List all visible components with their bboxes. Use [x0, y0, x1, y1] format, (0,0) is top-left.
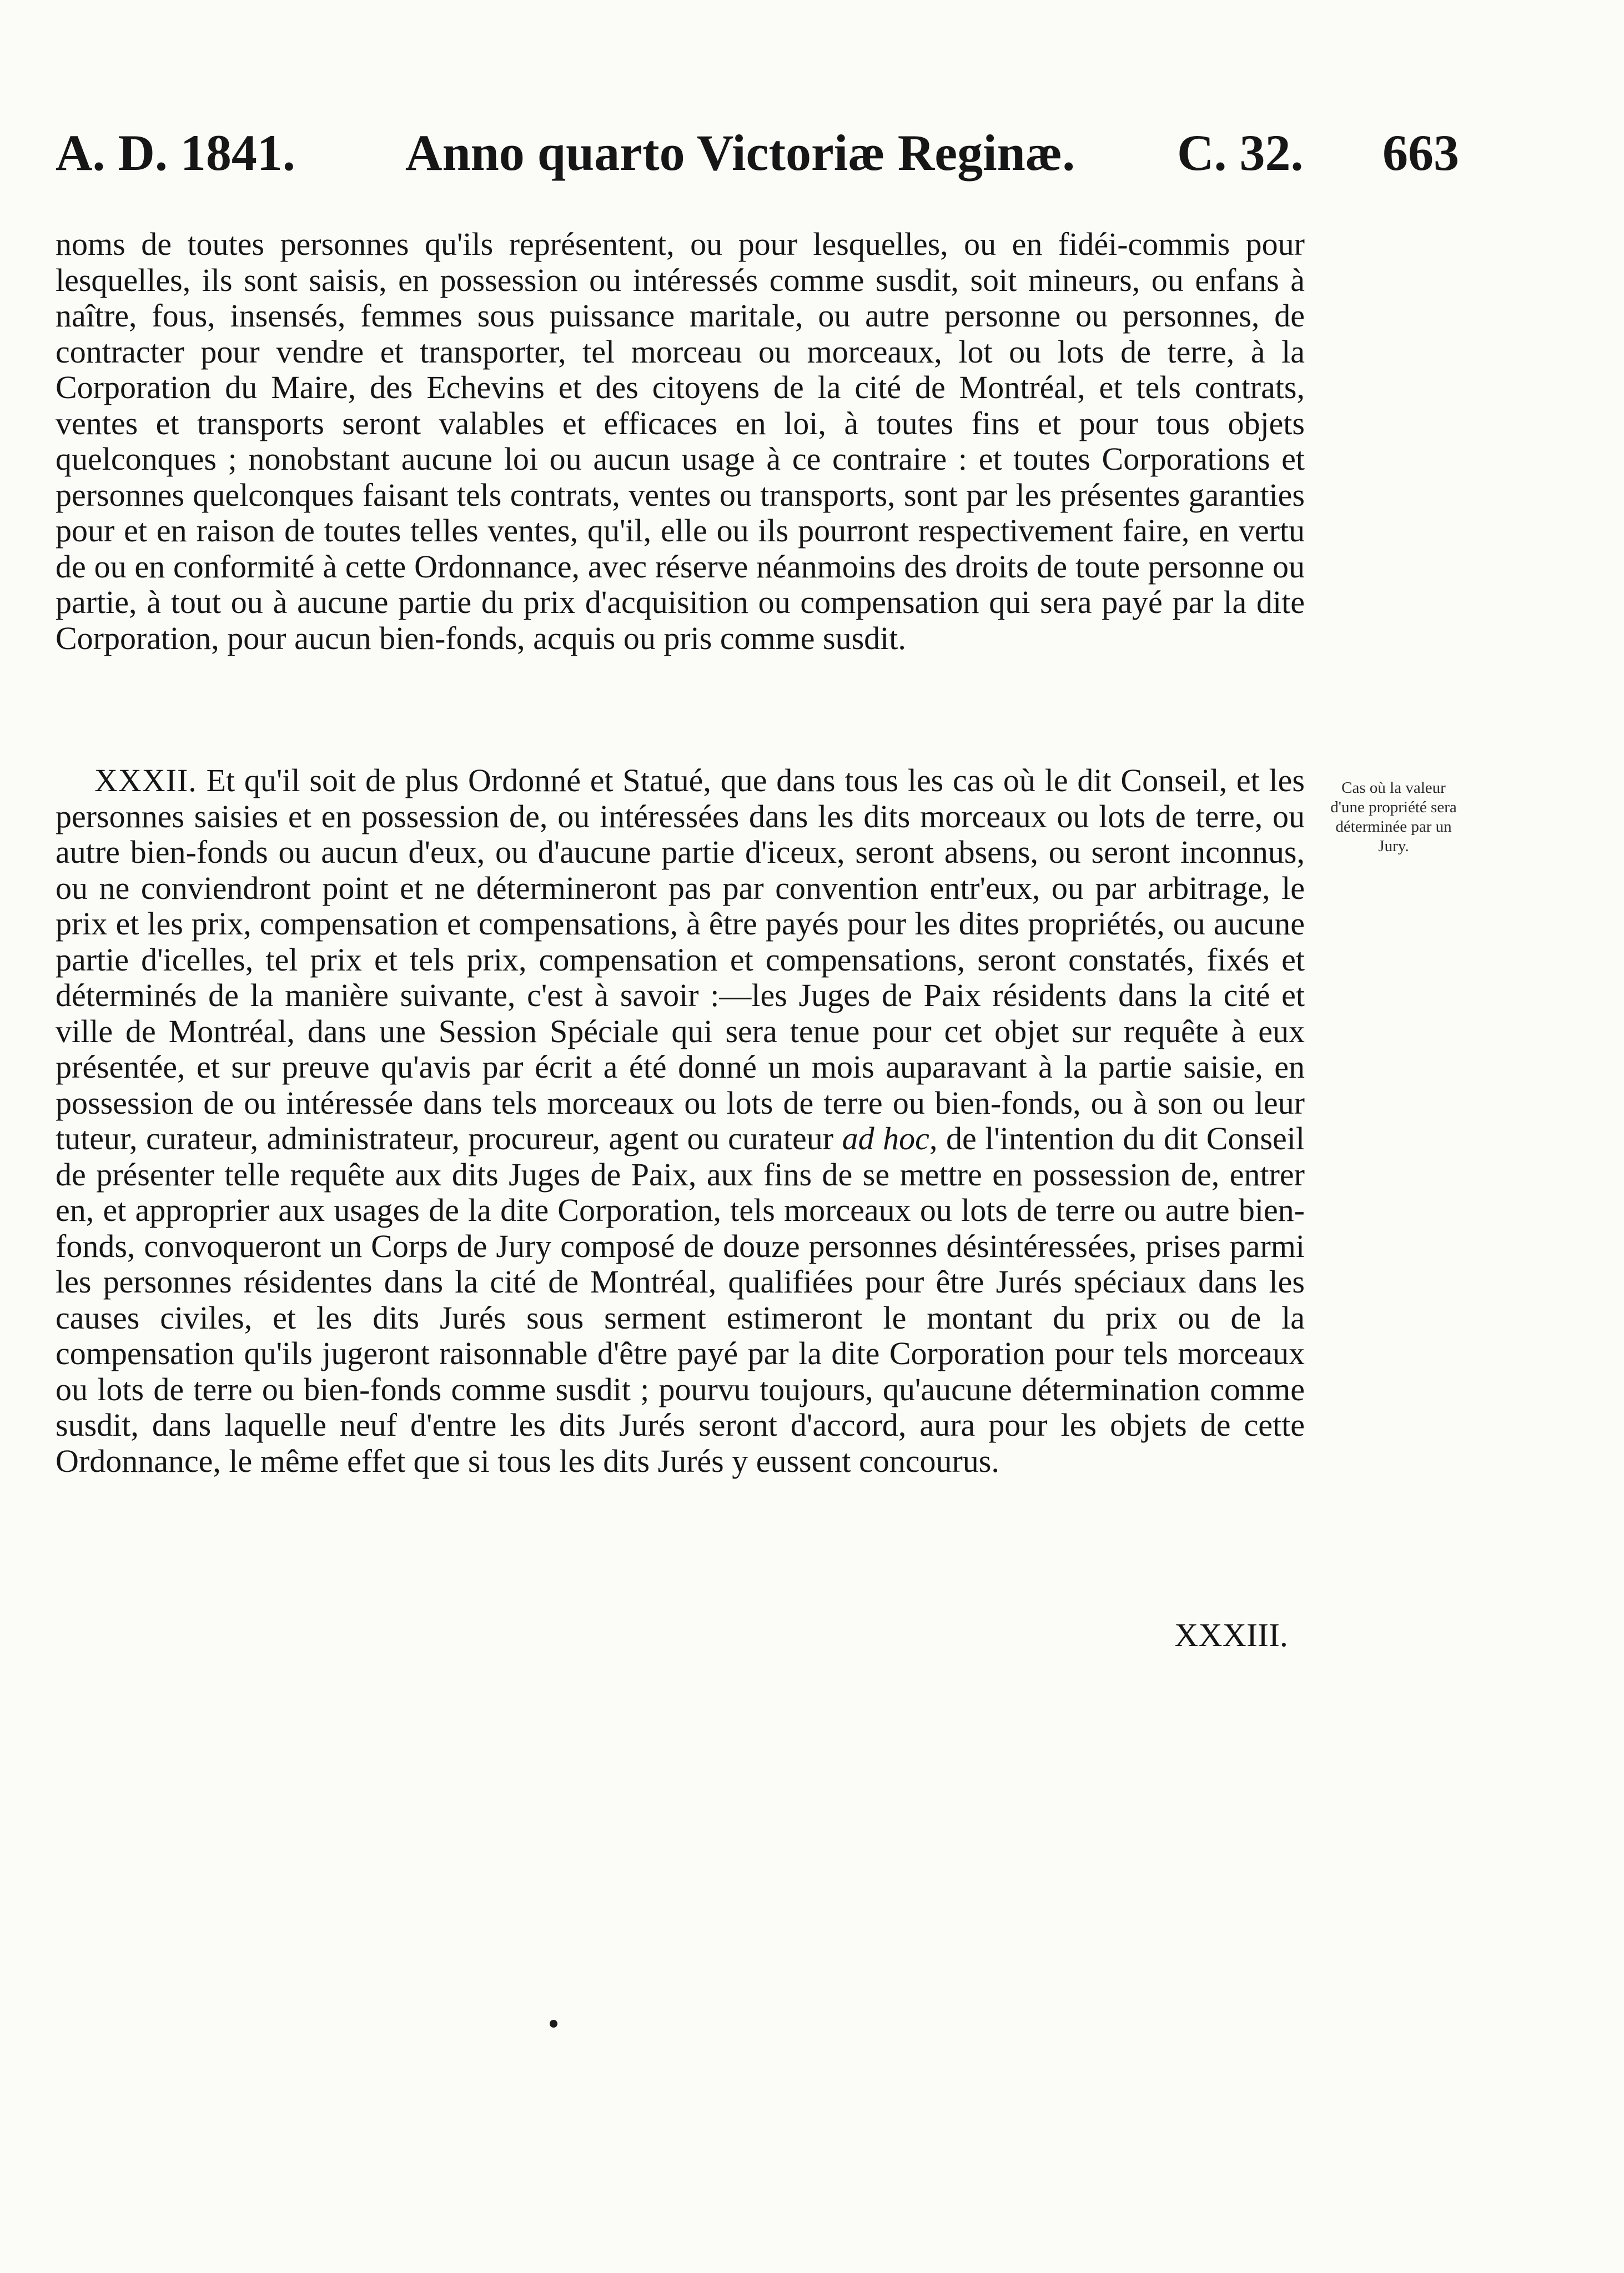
header-title: Anno quarto Victoriæ Reginæ.	[405, 124, 1075, 181]
catchword: XXXIII.	[1174, 1617, 1288, 1653]
section-number: XXXII.	[94, 762, 197, 798]
paragraph-text-continued: , de l'intention du dit Conseil de présenter telle requête aux dits Juges de Paix, aux fins de se mettre en possession de, entrer en, et approprier aux usages de la dite Corporation, tels morceaux ou lots de terre ou autre bien-fonds, convoqueront un Corps de Jury composé de douze personnes désintéressées, prises parmi les personnes résidentes dans la cité de Montréal, qualifiées pour être Jurés spéciaux dans les causes civiles, et les dits Jurés sous serment estimeront le montant du prix ou de la compensation qu'ils jugeront raisonnable d'être payé par la dite Corporation pour tels morceaux ou lots de terre ou bien-fonds comme susdit ; pourvu toujours, qu'aucune détermination comme susdit, dans laquelle neuf d'entre les dits Jurés seront d'accord, aura pour les objets de cette Ordonnance, le même effet que si tous les dits Jurés y eussent concourus.	[56, 1120, 1305, 1479]
header-chapter: C. 32.	[1177, 124, 1304, 181]
running-header	[56, 117, 1477, 189]
paragraph-section-xxxii	[56, 763, 1305, 1479]
header-year: A. D. 1841.	[56, 124, 295, 181]
ink-speck	[550, 2020, 557, 2028]
paragraph-continuation	[56, 227, 1305, 656]
page-number: 663	[1382, 124, 1459, 181]
paragraph-text: noms de toutes personnes qu'ils représentent, ou pour lesquelles, ou en fidéi-commis pour lesquelles, ils sont saisis, en possession ou intéressés comme susdit, soit mineurs, ou enfans à naître, fous, insensés, femmes sous puissance maritale, ou autre personne ou personnes, de contracter pour vendre et transporter, tel morceau ou morceaux, lot ou lots de terre, à la Corporation du Maire, des Echevins et des citoyens de la cité de Montréal, et tels contrats, ventes et transports seront valables et efficaces en loi, à toutes fins et pour tous objets quelconques ; nonobstant aucune loi ou aucun usage à ce contraire : et toutes Corporations et personnes quelconques faisant tels contrats, ventes ou transports, sont par les présentes garanties pour et en raison de toutes telles ventes, qu'il, elle ou ils pourront respectivement faire, en vertu de ou en conformité à cette Ordonnance, avec réserve néanmoins des droits de toute personne ou partie, à tout ou à aucune partie du prix d'acquisition ou compensation qui sera payé par la dite Corporation, pour aucun bien-fonds, acquis ou pris comme susdit.	[56, 226, 1305, 656]
italic-phrase: ad hoc	[842, 1120, 929, 1156]
marginal-note: Cas où la valeur d'une propriété sera déterminée par un Jury.	[1330, 779, 1457, 855]
paragraph-text: Et qu'il soit de plus Ordonné et Statué, que dans tous les cas où le dit Conseil, et les personnes saisies et en possession de, ou intéressées dans les dits morceaux ou lots de terre, ou autre bien-fonds ou aucun d'eux, ou d'aucune partie d'iceux, seront absens, ou seront inconnus, ou ne conviendront point et ne détermineront pas par convention entr'eux, ou par arbitrage, le prix et les prix, compensation et compensations, à être payés pour les dites propriétés, ou aucune partie d'icelles, tel prix et tels prix, compensation et compensations, seront constatés, fixés et déterminés de la manière suivante, c'est à savoir :—les Juges de Paix résidents dans la cité et ville de Montréal, dans une Session Spéciale qui sera tenue pour cet objet sur requête à eux présentée, et sur preuve qu'avis par écrit a été donné un mois auparavant à la partie saisie, en possession de ou intéressée dans tels morceaux ou lots de terre ou bien-fonds, ou à son ou leur tuteur, curateur, administrateur, procureur, agent ou curateur	[56, 762, 1305, 1156]
